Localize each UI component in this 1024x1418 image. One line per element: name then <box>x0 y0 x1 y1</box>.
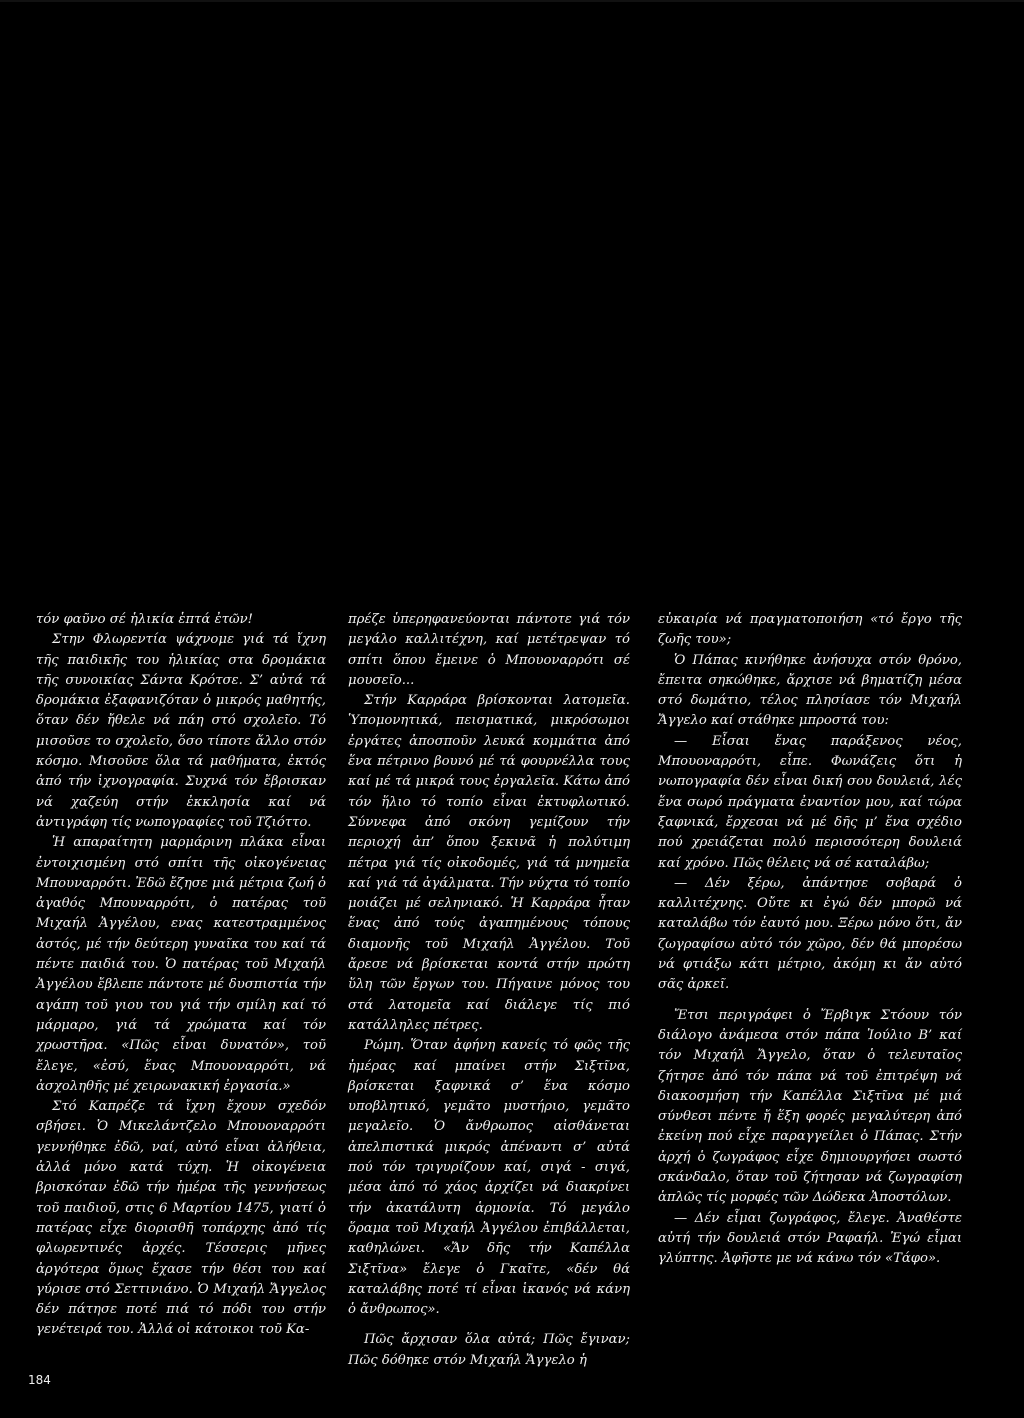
paragraph: — Δέν ξέρω, ἀπάντησε σοβαρά ὁ καλλιτέχνης. Οὔτε κι ἐγώ δέν μπορῶ νά καταλάβω τόν ἑαυτό μου. Ξέρω μόνο ὅτι, ἄν ζωγραφίσω αὐτό τόν χῶρο, δέν θά μπορέσω νά φτιάξω κάτι μέτριο, ἀκόμη κι ἄν αὐτό σᾶς ἀρκεῖ. <box>658 875 962 993</box>
paragraph: Ἡ απαραίτητη μαρμάρινη πλάκα εἶναι ἐντοιχισμένη στό σπίτι τῆς οἰκογένειας Μπουναρρότι. Ἐδῶ ἔζησε μιά μέτρια ζωή ὁ ἀγαθός Μπουναρρότι, ὁ πατέρας τοῦ Μιχαήλ Ἀγγέλου, ενας κατεστραμμένος ἀστός, μέ τήν δεύτερη γυναῖκα του καί τά πέντε παιδιά του. Ὁ πατέρας τοῦ Μιχαήλ Ἀγγέλου ἔβλεπε πάντοτε μέ δυσπιστία τήν αγάπη τοῦ γιου του γιά τήν σμίλη καί τό μάρμαρο, γιά τά χρώματα καί τόν χρωστῆρα. «Πῶς εἶναι δυνατόν», τοῦ ἔλεγε, «ἐσύ, ἕνας Μπουοναρρότι, νά ἀσχοληθῆς μέ χειρωνακική ἐργασία.» <box>36 835 326 1094</box>
paragraph: Στην Φλωρεντία ψάχνομε γιά τά ἴχνη τῆς παιδικῆς του ἡλικίας στα δρομάκια τῆς συνοικίας Σάντα Κρότσε. Σ’ αὐτά τά δρομάκια ἐξαφανιζόταν ὁ μικρός μαθητής, ὅταν δέν ἤθελε νά πάη στό σχολεῖο. Τό μισοῦσε το σχολεῖο, ὅσο τίποτε ἄλλο στόν κόσμο. Μισοῦσε ὅλα τά μαθήματα, ἐκτός ἀπό τήν ἰχνογραφία. Συχνά τόν ἔβρισκαν νά χαζεύη στήν ἐκκλησία καί νά ἀντιγράφη τίς νωπογραφίες τοῦ Τζιόττο. <box>36 632 326 830</box>
text-column-1 <box>36 610 326 1341</box>
page-number: 184 <box>28 1373 51 1387</box>
paragraph: Ἔτσι περιγράφει ὁ Ἔρβιγκ Στόουν τόν διάλογο ἀνάμεσα στόν πάπα Ἰούλιο Β’ καί τόν Μιχαήλ Ἄγγελο, ὅταν ὁ τελευταῖος ζήτησε ἀπό τόν πάπα νά τοῦ ἐπιτρέψη νά διακοσμήση τήν Καπέλλα Σιξτῖνα μέ μιά σύνθεσι πέντε ἤ ἕξη φορές μεγαλύτερη ἀπό ἐκείνη πού εἶχε παραγγείλει ὁ Πάπας. Στήν ἀρχή ὁ ζωγράφος εἶχε δημιουργήσει σωστό σκάνδαλο, ὅταν τοῦ ζήτησαν νά ζωγραφίση ἁπλῶς τίς μορφές τῶν Δώδεκα Ἀποστόλων. <box>658 1007 962 1206</box>
paragraph: πρέζε ὑπερηφανεύονται πάντοτε γιά τόν μεγάλο καλλιτέχνη, καί μετέτρεψαν τό σπίτι ὅπου ἔμεινε ὁ Μπουοναρρότι σέ μουσεῖο... <box>348 612 630 688</box>
paragraph: Στό Καπρέζε τά ἴχνη ἔχουν σχεδόν σβήσει. Ὁ Μικελάντζελο Μπουοναρρότι γεννήθηκε ἐδῶ, ναί, αὐτό εἶναι ἀλήθεια, ἀλλά μόνο κατά τύχη. Ἡ οἰκογένεια βρισκόταν ἐδῶ τήν ἡμέρα τῆς γεννήσεως τοῦ παιδιοῦ, στις 6 Μαρτίου 1475, γιατί ὁ πατέρας εἶχε διορισθῆ τοπάρχης ἀπό τίς φλωρεντινές ἀρχές. Τέσσερις μῆνες ἀργότερα ὅμως ἔχασε τήν θέσι του καί γύρισε στό Σεττινιάνο. Ὁ Μιχαήλ Ἄγγελος δέν πάτησε ποτέ πιά τό πόδι του στήν γενέτειρά του. Ἀλλά οἱ κάτοικοι τοῦ Κα- <box>36 1099 326 1338</box>
paragraph: τόν φαῦνο σέ ἡλικία ἑπτά ἐτῶν! <box>36 612 253 627</box>
paragraph: — Εἶσαι ἕνας παράξενος νέος, Μπουοναρρότι, εἶπε. Φωνάζεις ὅτι ἡ νωπογραφία δέν εἶναι δική σου δουλειά, λές ἕνα σωρό πράγματα ἐναντίον μου, καί τώρα ξαφνικά, ἔρχεσαι νά μέ δῆς μ’ ἕνα σχέδιο πού χρειάζεται πολύ περισσότερη δουλειά καί χρόνο. Πῶς θέλεις νά σέ καταλάβω; <box>658 733 962 871</box>
paragraph: εὐκαιρία νά πραγματοποιήση «τό ἔργο τῆς ζωῆς του»; <box>658 612 962 648</box>
paragraph: Ὁ Πάπας κινήθηκε ἀνήσυχα στόν θρόνο, ἔπειτα σηκώθηκε, ἄρχισε νά βηματίζη μέσα στό δωμάτιο, τέλος πλησίασε τόν Μιχαήλ Ἄγγελο καί στάθηκε μπροστά του: <box>658 652 962 729</box>
text-column-3 <box>658 610 962 1270</box>
paragraph: Ρώμη. Ὅταν ἀφήνη κανείς τό φῶς τῆς ἡμέρας καί μπαίνει στήν Σιξτῖνα, βρίσκεται ξαφνικά σ’ ἕνα κόσμο υποβλητικό, γεμᾶτο μυστήριο, γεμᾶτο μεγαλεῖο. Ὁ ἄνθρωπος αἰσθάνεται ἀπελπιστικά μικρός ἀπέναντι σ’ αὐτά πού τόν τριγυρίζουν καί, σιγά - σιγά, μέσα ἀπό τό χάος ἀρχίζει νά διακρίνει τήν ἀκατάλυτη ἁρμονία. Τό μεγάλο ὅραμα τοῦ Μιχαήλ Ἀγγέλου ἐπιβάλλεται, καθηλώνει. «Ἄν δῆς τήν Καπέλλα Σιξτῖνα» ἔλεγε ὁ Γκαῖτε, «δέν θά καταλάβης ποτέ τί εἶναι ἱκανός νά κάνη ὁ ἄνθρωπος». <box>348 1038 630 1318</box>
photo-top-edge <box>0 0 1024 2</box>
paragraph: — Δέν εἶμαι ζωγράφος, ἔλεγε. Ἀναθέστε αὐτή τήν δουλειά στόν Ραφαήλ. Ἐγώ εἶμαι γλύπτης. Ἀφῆστε με νά κάνω τόν «Τάφο». <box>658 1210 962 1267</box>
photo-area <box>0 0 1024 600</box>
paragraph: Πῶς ἄρχισαν ὅλα αὐτά; Πῶς ἔγιναν; Πῶς δόθηκε στόν Μιχαήλ Ἄγγελο ἡ <box>348 1332 630 1368</box>
paragraph: Στήν Καρράρα βρίσκονται λατομεῖα. Ὑπομονητικά, πεισματικά, μικρόσωμοι ἐργάτες ἀποσποῦν λευκά κομμάτια ἀπό ἕνα πέτρινο βουνό μέ τά φουρνέλλα τους καί μέ τά μικρά τους ἐργαλεῖα. Κάτω ἀπό τόν ἥλιο τό τοπίο εἶναι ἐκτυφλωτικό. Σύννεφα ἀπό σκόνη γεμίζουν τήν περιοχή ἀπ’ ὅπου ξεκινᾶ ἡ πολύτιμη πέτρα γιά τίς οἰκοδομές, γιά τά μνημεῖα καί γιά τά ἀγάλματα. Τήν νύχτα τό τοπίο μοιάζει μέ σεληνιακό. Ἡ Καρράρα ἦταν ἕνας ἀπό τούς ἀγαπημένους τόπους διαμονῆς τοῦ Μιχαήλ Ἀγγέλου. Τοῦ ἄρεσε νά βρίσκεται κοντά στήν πρώτη ὕλη τῶν ἔργων του. Πήγαινε μόνος του στά λατομεῖα καί διάλεγε τίς πιό κατάλληλες πέτρες. <box>348 693 630 1033</box>
text-column-2 <box>348 610 630 1371</box>
